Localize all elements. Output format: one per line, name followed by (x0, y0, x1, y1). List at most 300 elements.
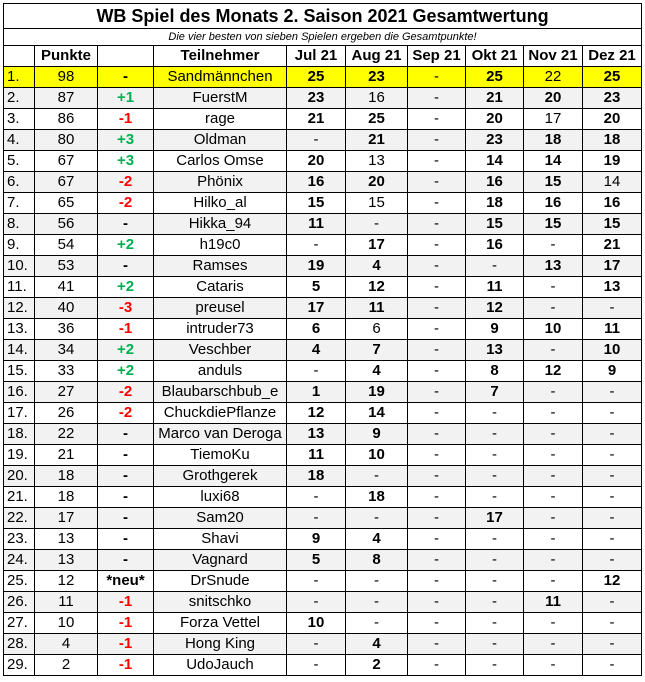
participant-name: Veschber (154, 340, 287, 361)
month-score-cell: 13 (466, 340, 524, 361)
month-score-cell: 18 (583, 130, 642, 151)
month-score-cell: 11 (287, 214, 346, 235)
table-row (4, 298, 642, 319)
month-score-cell: 11 (346, 298, 408, 319)
month-score-cell: - (583, 382, 642, 403)
change-cell: +3 (98, 130, 154, 151)
table-row (4, 67, 642, 88)
month-score-cell: 15 (524, 214, 583, 235)
month-score-cell: - (466, 571, 524, 592)
month-score-cell: 7 (466, 382, 524, 403)
month-score-cell: - (524, 571, 583, 592)
month-score-cell: 4 (346, 529, 408, 550)
month-score-cell: 22 (524, 67, 583, 88)
rank-cell: 10. (4, 256, 35, 277)
month-score-cell: - (583, 298, 642, 319)
rank-cell: 20. (4, 466, 35, 487)
month-score-cell: 15 (524, 172, 583, 193)
month-score-cell: 20 (583, 109, 642, 130)
table-row (4, 172, 642, 193)
rank-cell: 22. (4, 508, 35, 529)
month-score-cell: 9 (466, 319, 524, 340)
participant-name: Ramses (154, 256, 287, 277)
month-score-cell: - (408, 634, 466, 655)
table-row (4, 277, 642, 298)
month-score-cell: 13 (287, 424, 346, 445)
table-row (4, 235, 642, 256)
change-cell: -1 (98, 592, 154, 613)
change-cell: - (98, 424, 154, 445)
points-cell: 36 (35, 319, 98, 340)
month-score-cell: - (524, 550, 583, 571)
month-score-cell: - (408, 88, 466, 109)
month-score-cell: - (287, 361, 346, 382)
month-score-cell: - (408, 508, 466, 529)
month-score-cell: 4 (287, 340, 346, 361)
table-row (4, 655, 642, 676)
month-score-cell: 17 (346, 235, 408, 256)
change-cell: +2 (98, 235, 154, 256)
month-score-cell: - (408, 424, 466, 445)
month-score-cell: 17 (466, 508, 524, 529)
month-score-cell: 16 (466, 235, 524, 256)
rank-cell: 8. (4, 214, 35, 235)
header-month: Aug 21 (346, 46, 408, 67)
subtitle: Die vier besten von sieben Spielen ergeben die Gesamtpunkte! (4, 29, 642, 46)
change-cell: -1 (98, 634, 154, 655)
month-score-cell: - (287, 508, 346, 529)
month-score-cell: 14 (466, 151, 524, 172)
rank-cell: 9. (4, 235, 35, 256)
rank-cell: 26. (4, 592, 35, 613)
month-score-cell: 18 (524, 130, 583, 151)
month-score-cell: 19 (287, 256, 346, 277)
table-row (4, 403, 642, 424)
month-score-cell: - (408, 319, 466, 340)
month-score-cell: 14 (583, 172, 642, 193)
month-score-cell: - (524, 445, 583, 466)
month-score-cell: 17 (287, 298, 346, 319)
month-score-cell: - (408, 592, 466, 613)
month-score-cell: - (466, 550, 524, 571)
points-cell: 12 (35, 571, 98, 592)
points-cell: 56 (35, 214, 98, 235)
rank-cell: 23. (4, 529, 35, 550)
month-score-cell: 13 (583, 277, 642, 298)
header-month: Jul 21 (287, 46, 346, 67)
table-row (4, 193, 642, 214)
month-score-cell: - (583, 655, 642, 676)
month-score-cell: 1 (287, 382, 346, 403)
month-score-cell: - (346, 592, 408, 613)
change-cell: - (98, 67, 154, 88)
month-score-cell: - (583, 508, 642, 529)
rank-cell: 25. (4, 571, 35, 592)
participant-name: UdoJauch (154, 655, 287, 676)
table-row (4, 529, 642, 550)
month-score-cell: 12 (524, 361, 583, 382)
month-score-cell: - (583, 613, 642, 634)
month-score-cell: - (346, 214, 408, 235)
month-score-cell: - (346, 466, 408, 487)
change-cell: +2 (98, 277, 154, 298)
month-score-cell: - (466, 466, 524, 487)
month-score-cell: 18 (346, 487, 408, 508)
month-score-cell: 11 (583, 319, 642, 340)
month-score-cell: 25 (346, 109, 408, 130)
change-cell: -1 (98, 655, 154, 676)
month-score-cell: - (287, 571, 346, 592)
month-score-cell: - (408, 529, 466, 550)
points-cell: 67 (35, 151, 98, 172)
month-score-cell: - (466, 424, 524, 445)
change-cell: - (98, 529, 154, 550)
points-cell: 18 (35, 466, 98, 487)
points-cell: 54 (35, 235, 98, 256)
month-score-cell: - (408, 277, 466, 298)
rank-cell: 1. (4, 67, 35, 88)
table-row (4, 151, 642, 172)
participant-name: Marco van Deroga (154, 424, 287, 445)
participant-name: anduls (154, 361, 287, 382)
month-score-cell: - (408, 466, 466, 487)
participant-name: rage (154, 109, 287, 130)
participant-name: Phönix (154, 172, 287, 193)
points-cell: 4 (35, 634, 98, 655)
month-score-cell: - (408, 298, 466, 319)
month-score-cell: - (408, 613, 466, 634)
month-score-cell: 9 (346, 424, 408, 445)
change-cell: -2 (98, 403, 154, 424)
participant-name: Sam20 (154, 508, 287, 529)
header-name: Teilnehmer (154, 46, 287, 67)
table-row (4, 487, 642, 508)
change-cell: - (98, 550, 154, 571)
points-cell: 41 (35, 277, 98, 298)
change-cell: -1 (98, 613, 154, 634)
month-score-cell: 10 (346, 445, 408, 466)
rank-cell: 19. (4, 445, 35, 466)
month-score-cell: 23 (583, 88, 642, 109)
table-row (4, 634, 642, 655)
change-cell: +3 (98, 151, 154, 172)
month-score-cell: - (408, 550, 466, 571)
change-cell: -2 (98, 172, 154, 193)
points-cell: 22 (35, 424, 98, 445)
points-cell: 10 (35, 613, 98, 634)
participant-name: Hilko_al (154, 193, 287, 214)
month-score-cell: 10 (287, 613, 346, 634)
month-score-cell: 21 (583, 235, 642, 256)
month-score-cell: - (408, 193, 466, 214)
points-cell: 2 (35, 655, 98, 676)
month-score-cell: - (408, 445, 466, 466)
month-score-cell: - (524, 613, 583, 634)
month-score-cell: - (466, 592, 524, 613)
month-score-cell: - (583, 529, 642, 550)
month-score-cell: 11 (524, 592, 583, 613)
points-cell: 67 (35, 172, 98, 193)
participant-name: Shavi (154, 529, 287, 550)
month-score-cell: 18 (466, 193, 524, 214)
month-score-cell: - (408, 172, 466, 193)
month-score-cell: 5 (287, 277, 346, 298)
header-month: Dez 21 (583, 46, 642, 67)
month-score-cell: - (466, 445, 524, 466)
table-row (4, 130, 642, 151)
month-score-cell: 11 (287, 445, 346, 466)
month-score-cell: 7 (346, 340, 408, 361)
month-score-cell: 9 (583, 361, 642, 382)
month-score-cell: - (408, 655, 466, 676)
points-cell: 17 (35, 508, 98, 529)
standings-table (3, 3, 642, 676)
table-row (4, 382, 642, 403)
month-score-cell: - (408, 109, 466, 130)
points-cell: 98 (35, 67, 98, 88)
month-score-cell: - (408, 256, 466, 277)
month-score-cell: 25 (287, 67, 346, 88)
month-score-cell: - (466, 256, 524, 277)
month-score-cell: - (583, 466, 642, 487)
points-cell: 33 (35, 361, 98, 382)
month-score-cell: - (466, 403, 524, 424)
month-score-cell: - (524, 340, 583, 361)
change-cell: - (98, 508, 154, 529)
change-cell: +1 (98, 88, 154, 109)
month-score-cell: 16 (524, 193, 583, 214)
rank-cell: 28. (4, 634, 35, 655)
month-score-cell: 8 (466, 361, 524, 382)
month-score-cell: - (287, 130, 346, 151)
month-score-cell: - (583, 403, 642, 424)
month-score-cell: 14 (346, 403, 408, 424)
month-score-cell: - (408, 151, 466, 172)
table-row (4, 592, 642, 613)
month-score-cell: - (524, 298, 583, 319)
month-score-cell: - (524, 235, 583, 256)
participant-name: Cataris (154, 277, 287, 298)
points-cell: 87 (35, 88, 98, 109)
month-score-cell: 8 (346, 550, 408, 571)
month-score-cell: 21 (287, 109, 346, 130)
month-score-cell: - (466, 613, 524, 634)
rank-cell: 16. (4, 382, 35, 403)
participant-name: Oldman (154, 130, 287, 151)
month-score-cell: - (287, 235, 346, 256)
rank-cell: 18. (4, 424, 35, 445)
month-score-cell: 12 (583, 571, 642, 592)
month-score-cell: - (583, 550, 642, 571)
month-score-cell: - (346, 613, 408, 634)
participant-name: Blaubarschbub_e (154, 382, 287, 403)
month-score-cell: 23 (466, 130, 524, 151)
month-score-cell: - (524, 403, 583, 424)
month-score-cell: - (408, 487, 466, 508)
month-score-cell: 20 (346, 172, 408, 193)
month-score-cell: - (583, 487, 642, 508)
month-score-cell: 6 (346, 319, 408, 340)
month-score-cell: - (524, 487, 583, 508)
month-score-cell: 20 (466, 109, 524, 130)
month-score-cell: - (408, 67, 466, 88)
rank-cell: 5. (4, 151, 35, 172)
table-row (4, 424, 642, 445)
table-row (4, 319, 642, 340)
participant-name: preusel (154, 298, 287, 319)
month-score-cell: 25 (583, 67, 642, 88)
month-score-cell: 17 (524, 109, 583, 130)
participant-name: FuerstM (154, 88, 287, 109)
month-score-cell: 6 (287, 319, 346, 340)
month-score-cell: - (408, 235, 466, 256)
month-score-cell: 15 (346, 193, 408, 214)
header-row (4, 46, 642, 67)
table-row (4, 466, 642, 487)
points-cell: 27 (35, 382, 98, 403)
change-cell: +2 (98, 361, 154, 382)
month-score-cell: 13 (524, 256, 583, 277)
month-score-cell: - (408, 130, 466, 151)
participant-name: intruder73 (154, 319, 287, 340)
month-score-cell: 23 (346, 67, 408, 88)
month-score-cell: 10 (583, 340, 642, 361)
month-score-cell: - (287, 592, 346, 613)
participant-name: Carlos Omse (154, 151, 287, 172)
month-score-cell: 5 (287, 550, 346, 571)
points-cell: 11 (35, 592, 98, 613)
month-score-cell: - (408, 361, 466, 382)
rank-cell: 21. (4, 487, 35, 508)
month-score-cell: 16 (466, 172, 524, 193)
rank-cell: 2. (4, 88, 35, 109)
table-row (4, 550, 642, 571)
points-cell: 65 (35, 193, 98, 214)
table-row (4, 508, 642, 529)
month-score-cell: 4 (346, 634, 408, 655)
change-cell: -1 (98, 109, 154, 130)
rank-cell: 24. (4, 550, 35, 571)
month-score-cell: 18 (287, 466, 346, 487)
month-score-cell: 11 (466, 277, 524, 298)
table-row (4, 613, 642, 634)
month-score-cell: 21 (466, 88, 524, 109)
participant-name: snitschko (154, 592, 287, 613)
month-score-cell: 9 (287, 529, 346, 550)
header-rank (4, 46, 35, 67)
rank-cell: 3. (4, 109, 35, 130)
points-cell: 13 (35, 529, 98, 550)
participant-name: DrSnude (154, 571, 287, 592)
month-score-cell: 20 (287, 151, 346, 172)
table-row (4, 214, 642, 235)
month-score-cell: - (583, 445, 642, 466)
month-score-cell: - (408, 382, 466, 403)
table-row (4, 445, 642, 466)
month-score-cell: 16 (287, 172, 346, 193)
month-score-cell: 4 (346, 256, 408, 277)
table-row (4, 109, 642, 130)
change-cell: - (98, 487, 154, 508)
month-score-cell: - (287, 634, 346, 655)
month-score-cell: - (346, 571, 408, 592)
change-cell: - (98, 466, 154, 487)
month-score-cell: 15 (287, 193, 346, 214)
month-score-cell: 19 (346, 382, 408, 403)
header-change (98, 46, 154, 67)
header-month: Nov 21 (524, 46, 583, 67)
month-score-cell: 17 (583, 256, 642, 277)
points-cell: 26 (35, 403, 98, 424)
table-row (4, 340, 642, 361)
change-cell: -1 (98, 319, 154, 340)
month-score-cell: - (524, 508, 583, 529)
participant-name: Forza Vettel (154, 613, 287, 634)
month-score-cell: - (524, 277, 583, 298)
month-score-cell: 16 (346, 88, 408, 109)
month-score-cell: - (287, 487, 346, 508)
month-score-cell: 14 (524, 151, 583, 172)
month-score-cell: - (466, 655, 524, 676)
header-month: Sep 21 (408, 46, 466, 67)
participant-name: Vagnard (154, 550, 287, 571)
points-cell: 40 (35, 298, 98, 319)
month-score-cell: 15 (583, 214, 642, 235)
month-score-cell: - (524, 529, 583, 550)
month-score-cell: 16 (583, 193, 642, 214)
month-score-cell: - (408, 340, 466, 361)
rank-cell: 6. (4, 172, 35, 193)
table-row (4, 571, 642, 592)
change-cell: -3 (98, 298, 154, 319)
participant-name: h19c0 (154, 235, 287, 256)
rank-cell: 15. (4, 361, 35, 382)
participant-name: Hikka_94 (154, 214, 287, 235)
participant-name: Sandmännchen (154, 67, 287, 88)
month-score-cell: 25 (466, 67, 524, 88)
month-score-cell: - (583, 424, 642, 445)
rank-cell: 4. (4, 130, 35, 151)
change-cell: - (98, 214, 154, 235)
table-row (4, 256, 642, 277)
month-score-cell: 10 (524, 319, 583, 340)
rank-cell: 14. (4, 340, 35, 361)
month-score-cell: 12 (287, 403, 346, 424)
month-score-cell: - (524, 655, 583, 676)
participant-name: Hong King (154, 634, 287, 655)
month-score-cell: 15 (466, 214, 524, 235)
points-cell: 80 (35, 130, 98, 151)
points-cell: 86 (35, 109, 98, 130)
header-points: Punkte (35, 46, 98, 67)
change-cell: +2 (98, 340, 154, 361)
header-month: Okt 21 (466, 46, 524, 67)
month-score-cell: 23 (287, 88, 346, 109)
month-score-cell: 12 (346, 277, 408, 298)
change-cell: -2 (98, 193, 154, 214)
month-score-cell: 4 (346, 361, 408, 382)
points-cell: 13 (35, 550, 98, 571)
month-score-cell: - (583, 634, 642, 655)
rank-cell: 11. (4, 277, 35, 298)
rank-cell: 7. (4, 193, 35, 214)
points-cell: 18 (35, 487, 98, 508)
rank-cell: 29. (4, 655, 35, 676)
month-score-cell: - (583, 592, 642, 613)
month-score-cell: 19 (583, 151, 642, 172)
month-score-cell: - (524, 634, 583, 655)
month-score-cell: - (346, 508, 408, 529)
